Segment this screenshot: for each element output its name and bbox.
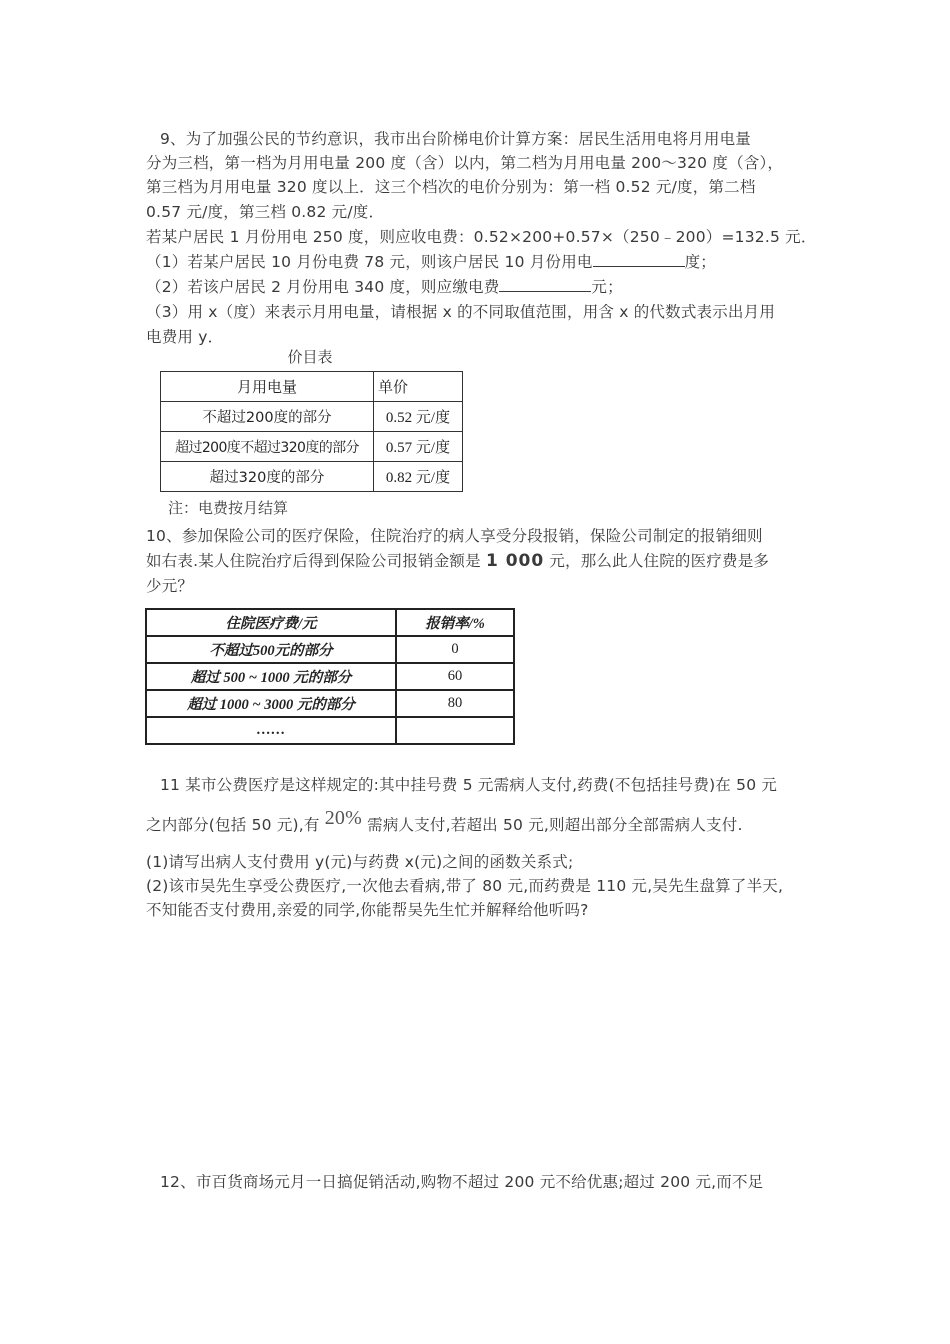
- q10-line-3: 少元？: [146, 577, 194, 595]
- price-table-figure: [160, 346, 464, 517]
- q9-sub2-blank[interactable]: [499, 275, 591, 292]
- q9-sub1: [146, 250, 716, 274]
- table-cell: [396, 717, 514, 744]
- q10-amount: 1 000: [485, 551, 545, 571]
- price-table-note: 注：电费按月结算: [168, 499, 289, 517]
- q9-line-1: 9、为了加强公民的节约意识，我市出台阶梯电价计算方案：居民生活用电将月用电量: [160, 130, 751, 148]
- table-cell: ……: [146, 717, 396, 744]
- table-cell: 80: [396, 690, 514, 717]
- table-row: [161, 462, 463, 492]
- table-header-cell: 住院医疗费/元: [146, 609, 396, 636]
- table-cell: 不超过500元的部分: [146, 636, 396, 663]
- price-table: [160, 371, 463, 492]
- table-cell: 超过320度的部分: [161, 462, 374, 492]
- table-cell: 60: [396, 663, 514, 690]
- q9-line-3: 第三档为月用电量 320 度以上．这三个档次的电价分别为：第一档 0.52 元/度，第二档: [146, 178, 756, 196]
- q11-sub2-line-2: 不知能否支付费用,亲爱的同学,你能帮吴先生忙并解释给他听吗?: [146, 901, 589, 919]
- q12-line-1: 12、市百货商场元月一日搞促销活动,购物不超过 200 元不给优惠;超过 200 元,而不足: [160, 1173, 764, 1191]
- q11-line-2-text: 之内部分(包括 50 元),有: [146, 816, 325, 834]
- table-cell: 0.52 元/度: [374, 402, 463, 432]
- q11-percent: 20%: [324, 807, 362, 829]
- price-table-title: 价目表: [287, 348, 333, 366]
- table-row: [146, 690, 514, 717]
- q9-line-4: 0.57 元/度，第三档 0.82 元/度．: [146, 203, 385, 221]
- q11-sub1: (1)请写出病人支付费用 y(元)与药费 x(元)之间的函数关系式;: [146, 853, 574, 871]
- table-cell: 0: [396, 636, 514, 663]
- table-row: [146, 609, 514, 636]
- q9-line-2: 分为三档，第一档为月用电量 200 度（含）以内，第二档为月用电量 200～320 度（含），: [146, 154, 784, 172]
- table-row: [161, 432, 463, 462]
- table-cell: 超过 1000 ~ 3000 元的部分: [146, 690, 396, 717]
- table-row: [146, 663, 514, 690]
- q9-sub1-unit: 度；: [684, 253, 717, 271]
- q10-line-2-text: 如右表.某人住院治疗后得到保险公司报销金额是: [146, 552, 486, 570]
- q11-line-2-rest: 需病人支付,若超出 50 元,则超出部分全部需病人支付.: [362, 816, 743, 834]
- q11-line-2: [146, 807, 743, 837]
- table-row: [161, 372, 463, 402]
- table-cell: 0.57 元/度: [374, 432, 463, 462]
- q9-sub3-line-2: 电费用 y．: [146, 328, 224, 346]
- table-row: [161, 402, 463, 432]
- q9-sub2-unit: 元；: [591, 278, 623, 296]
- reimbursement-table-figure: [145, 608, 517, 748]
- q10-line-1: 10、参加保险公司的医疗保险，住院治疗的病人享受分段报销，保险公司制定的报销细则: [146, 527, 763, 545]
- q9-example: 若某户居民 1 月份用电 250 度，则应收电费：0.52×200+0.57×（250﹣200）=132.5 元．: [146, 228, 817, 246]
- table-cell: 0.82 元/度: [374, 462, 463, 492]
- table-header-cell: 单价: [374, 372, 463, 402]
- q9-sub1-text: （1）若某户居民 10 月份电费 78 元，则该户居民 10 月份用电: [146, 253, 593, 271]
- table-header-cell: 月用电量: [161, 372, 374, 402]
- table-header-cell: 报销率/%: [396, 609, 514, 636]
- table-cell: 不超过200度的部分: [161, 402, 374, 432]
- table-cell: 超过200度不超过320度的部分: [161, 432, 374, 462]
- q10-line-2-rest: 元，那么此人住院的医疗费是多: [544, 552, 770, 570]
- q11-line-1: 11 某市公费医疗是这样规定的:其中挂号费 5 元需病人支付,药费(不包括挂号费)在 50 元: [160, 776, 778, 794]
- q9-sub1-blank[interactable]: [593, 250, 685, 267]
- table-row: [146, 636, 514, 663]
- q11-sub2-line-1: (2)该市吴先生享受公费医疗,一次他去看病,带了 80 元,而药费是 110 元,吴先生盘算了半天,: [146, 877, 784, 895]
- q9-sub2: [146, 275, 623, 299]
- table-row: [146, 717, 514, 744]
- q9-sub2-text: （2）若该户居民 2 月份用电 340 度，则应缴电费: [146, 278, 500, 296]
- reimbursement-table: [145, 608, 515, 745]
- table-cell: 超过 500 ~ 1000 元的部分: [146, 663, 396, 690]
- q9-sub3-line-1: （3）用 x（度）来表示月用电量，请根据 x 的不同取值范围，用含 x 的代数式表示出月用: [146, 303, 776, 321]
- q10-line-2: [146, 549, 769, 573]
